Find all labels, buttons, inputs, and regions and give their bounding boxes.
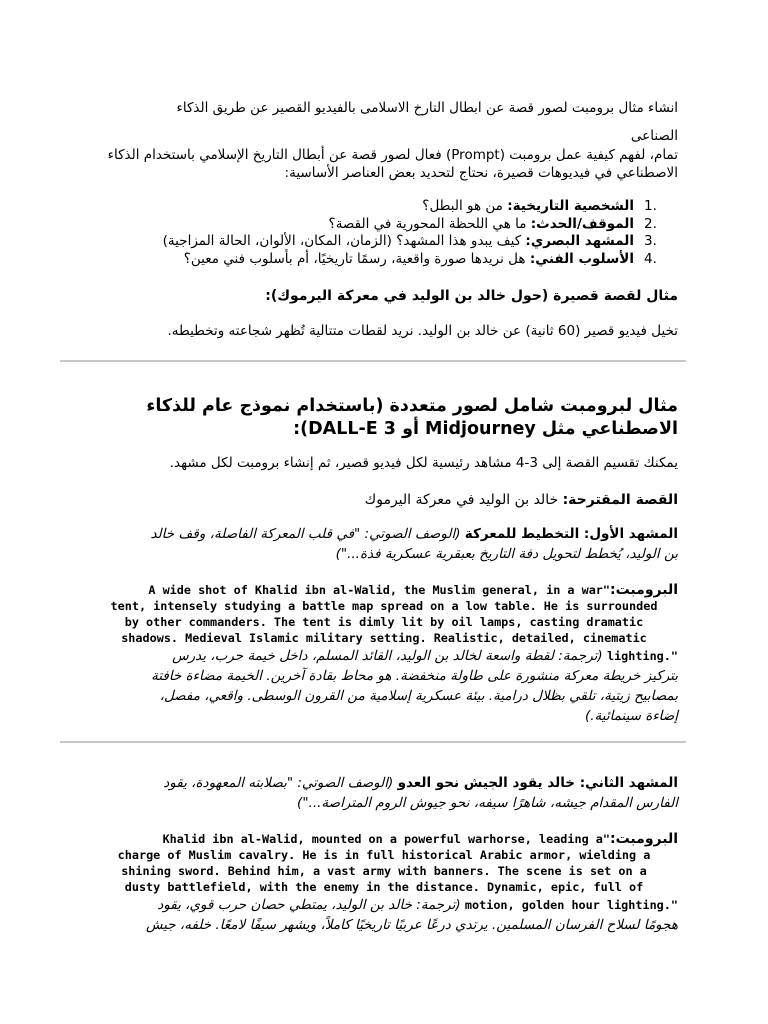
elements-list xyxy=(90,198,678,268)
scene2-translation-line-1 xyxy=(90,895,678,915)
short-example-text: تخيل فيديو قصير (60 ثانية) عن خالد بن الوليد. نريد لقطات متتالية تُظهر شجاعته وتخطيطه. xyxy=(167,323,678,339)
document-title-line-1: انشاء مثال برومبت لصور قصة عن ابطال التارخ الاسلامى بالفيديو القصير عن طريق الذكاء xyxy=(176,100,678,116)
section-divider xyxy=(60,360,686,362)
story-heading xyxy=(90,488,678,512)
list-item-label: الشخصية التاريخية: xyxy=(507,198,634,214)
section2-heading-line-1: مثال لبرومبت شامل لصور متعددة (باستخدام نموذج عام للذكاء xyxy=(146,396,678,416)
intro-paragraph: تمام، لفهم كيفية عمل برومبت (Prompt) فعال لصور قصة عن أبطال التاريخ الإسلامي باستخدام الذكاء الاصطناعي في فيديوهات قصيرة، نحتاج لتحديد بعض العناصر الأساسية: xyxy=(107,147,678,181)
document-title-line-2: الصناعى xyxy=(630,128,678,144)
list-item xyxy=(90,198,657,216)
list-item xyxy=(90,250,657,269)
scene1-prompt-en-last: lighting." xyxy=(606,649,678,663)
scene2-prompt-en-line-3: shining sword. Behind him, a vast army with banners. The scene is set on a xyxy=(121,864,647,878)
scene2-prompt-en-line-1: Khalid ibn al-Walid, mounted on a powerful warhorse, leading a" xyxy=(162,832,611,846)
scene2-prompt-en-line-2: charge of Muslim cavalry. He is in full historical Arabic armor, wielding a xyxy=(117,848,651,862)
section2-intro: يمكنك تقسيم القصة إلى 3-4 مشاهد رئيسية لكل فيديو قصير، ثم إنشاء برومبت لكل مشهد. xyxy=(169,455,678,471)
scene1-prompt-en-line-1: A wide shot of Khalid ibn al-Walid, the Muslim general, in a war" xyxy=(148,583,611,597)
list-item-label: المشهد البصري: xyxy=(525,233,634,249)
list-item xyxy=(90,233,657,251)
scene2-title: المشهد الثاني: خالد يقود الجيش نحو العدو xyxy=(397,775,678,791)
list-item-text: هل نريدها صورة واقعية، رسمًا تاريخيًا، أم بأسلوب فني معين؟ xyxy=(183,250,530,267)
list-number: .4 xyxy=(644,250,657,267)
scene1-prompt-en-line-2: tent, intensely studying a battle map spread on a low table. He is surrounded xyxy=(110,599,658,613)
scene2-voice-line-2: الفارس المقدام جيشه، شاهرًا سيفه، نحو جيوش الروم المتراصة...") xyxy=(297,795,678,811)
scene1-prompt-en-line-3: by other commanders. The tent is dimly lit by oil lamps, casting dramatic xyxy=(124,615,644,629)
scene1-voice-line-2: بن الوليد، يُخطط لتحويل دفة التاريخ بعبقرية عسكرية فذة...") xyxy=(335,546,678,562)
list-number: .2 xyxy=(644,215,657,232)
scene1-translation-first: (ترجمة: لقطة واسعة لخالد بن الوليد، القائد المسلم، داخل خيمة حرب، يدرس xyxy=(172,648,607,664)
list-item-text: من هو البطل؟ xyxy=(422,198,508,214)
scene2-prompt-en-last: motion, golden hour lighting." xyxy=(464,898,678,912)
scene2-prompt-en-line-4: dusty battlefield, with the enemy in the distance. Dynamic, epic, full of xyxy=(124,880,644,894)
scene1-header xyxy=(90,524,678,544)
scene1-translation-line-1 xyxy=(90,646,678,666)
story-heading-label: القصة المقترحة: xyxy=(562,492,678,508)
list-number: .1 xyxy=(644,198,657,214)
scene2-translation-line-2: هجومًا لسلاح الفرسان المسلمين. يرتدي درعًا عربيًا تاريخيًا كاملاً، ويشهر سيفًا لامعًا. خلفه، جيش xyxy=(145,917,678,933)
scene1-voice-line-1: (الوصف الصوتي: "في قلب المعركة الفاصلة، وقف خالد xyxy=(150,526,465,542)
section2-heading-line-2: الاصطناعي مثل Midjourney أو DALL-E 3): xyxy=(293,419,678,439)
scene1-title: المشهد الأول: التخطيط للمعركة xyxy=(464,526,678,542)
section-divider xyxy=(60,741,686,743)
scene1-translation-line-2: بتركيز خريطة معركة منشورة على طاولة منخفضة. هو محاط بقادة آخرين. الخيمة مضاءة خافتة xyxy=(151,668,678,684)
scene2-prompt xyxy=(90,831,678,935)
list-item-label: الأسلوب الفني: xyxy=(529,250,634,267)
list-item-label: الموقف/الحدث: xyxy=(530,215,634,232)
list-item-text: ما هي اللحظة المحورية في القصة؟ xyxy=(328,215,531,232)
list-number: .3 xyxy=(644,233,657,249)
scene1-prompt-en-line-4: shadows. Medieval Islamic military setting. Realistic, detailed, cinematic xyxy=(121,631,647,645)
list-item xyxy=(90,215,657,234)
scene2-voice-line-1: (الوصف الصوتي: "بصلابته المعهودة، يقود xyxy=(163,775,398,791)
scene1-prompt-label: البرومبت: xyxy=(610,582,678,598)
scene1-translation-line-4: إضاءة سينمائية.) xyxy=(584,708,678,724)
scene2-header xyxy=(90,773,678,793)
scene2-prompt-label: البرومبت: xyxy=(610,831,678,847)
story-heading-text: خالد بن الوليد في معركة اليرموك xyxy=(364,492,563,508)
list-item-text: كيف يبدو هذا المشهد؟ (الزمان، المكان، الألوان، الحالة المزاجية) xyxy=(162,233,526,249)
scene1-prompt xyxy=(90,582,678,726)
short-example-heading: مثال لقصة قصيرة (حول خالد بن الوليد في معركة اليرموك): xyxy=(265,288,678,304)
scene1-translation-line-3: بمصابيح زيتية، تلقي بظلال درامية. بيئة عسكرية إسلامية من القرون الوسطى. واقعي، مفصل، xyxy=(159,688,678,704)
scene2-translation-first: (ترجمة: خالد بن الوليد، يمتطي حصان حرب قوي، يقود xyxy=(157,897,465,913)
